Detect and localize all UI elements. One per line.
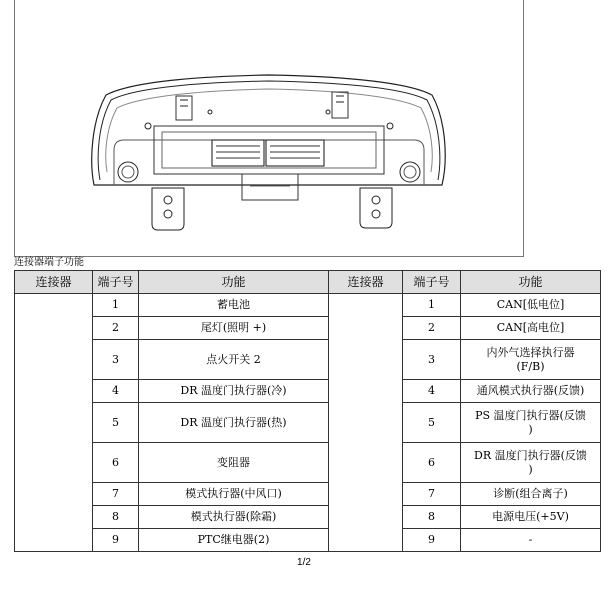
function-cell: PS 温度门执行器(反馈 ) xyxy=(461,403,601,443)
pin-cell: 4 xyxy=(403,380,461,403)
pin-cell: 8 xyxy=(403,506,461,529)
pin-cell: 5 xyxy=(403,403,461,443)
pin-cell: 9 xyxy=(93,529,139,552)
function-cell: 诊断(组合离子) xyxy=(461,483,601,506)
pin-cell: 1 xyxy=(403,294,461,317)
header-pin-left: 端子号 xyxy=(93,271,139,294)
pin-cell: 7 xyxy=(93,483,139,506)
function-cell: 尾灯(照明 +) xyxy=(139,317,329,340)
table-header-row xyxy=(15,271,601,294)
header-function-left: 功能 xyxy=(139,271,329,294)
table-row xyxy=(15,317,601,340)
function-cell: 电源电压(+5V) xyxy=(461,506,601,529)
table-row xyxy=(15,340,601,380)
pin-cell: 6 xyxy=(403,443,461,483)
pin-cell: 6 xyxy=(93,443,139,483)
table-row xyxy=(15,403,601,443)
function-cell: 模式执行器(除霜) xyxy=(139,506,329,529)
function-cell: CAN[低电位] xyxy=(461,294,601,317)
pin-cell: 3 xyxy=(93,340,139,380)
table-row xyxy=(15,483,601,506)
pin-cell: 4 xyxy=(93,380,139,403)
table-row xyxy=(15,380,601,403)
function-cell: - xyxy=(461,529,601,552)
function-cell: CAN[高电位] xyxy=(461,317,601,340)
header-function-right: 功能 xyxy=(461,271,601,294)
function-cell: DR 温度门执行器(反馈 ) xyxy=(461,443,601,483)
table-row xyxy=(15,506,601,529)
header-connector-right: 连接器 xyxy=(329,271,403,294)
function-cell: PTC继电器(2) xyxy=(139,529,329,552)
pin-cell: 5 xyxy=(93,403,139,443)
function-cell: 模式执行器(中风口) xyxy=(139,483,329,506)
connector-pin-table xyxy=(14,270,601,552)
header-pin-right: 端子号 xyxy=(403,271,461,294)
connector-cell-right xyxy=(329,294,403,552)
pin-cell: 1 xyxy=(93,294,139,317)
table-row xyxy=(15,294,601,317)
function-cell: DR 温度门执行器(热) xyxy=(139,403,329,443)
pin-cell: 8 xyxy=(93,506,139,529)
pin-cell: 9 xyxy=(403,529,461,552)
pin-cell: 2 xyxy=(93,317,139,340)
function-cell: 蓄电池 xyxy=(139,294,329,317)
page-number: 1/2 xyxy=(297,557,311,568)
pin-cell: 3 xyxy=(403,340,461,380)
pin-cell: 7 xyxy=(403,483,461,506)
control-panel-diagram xyxy=(14,0,522,256)
table-row xyxy=(15,529,601,552)
function-cell: 通风模式执行器(反馈) xyxy=(461,380,601,403)
pin-cell: 2 xyxy=(403,317,461,340)
header-connector-left: 连接器 xyxy=(15,271,93,294)
table-caption: 连接器端子功能 xyxy=(14,257,84,268)
table-row xyxy=(15,443,601,483)
connector-cell-left xyxy=(15,294,93,552)
function-cell: 内外气选择执行器 (F/B) xyxy=(461,340,601,380)
function-cell: 变阻器 xyxy=(139,443,329,483)
function-cell: DR 温度门执行器(冷) xyxy=(139,380,329,403)
function-cell: 点火开关 2 xyxy=(139,340,329,380)
